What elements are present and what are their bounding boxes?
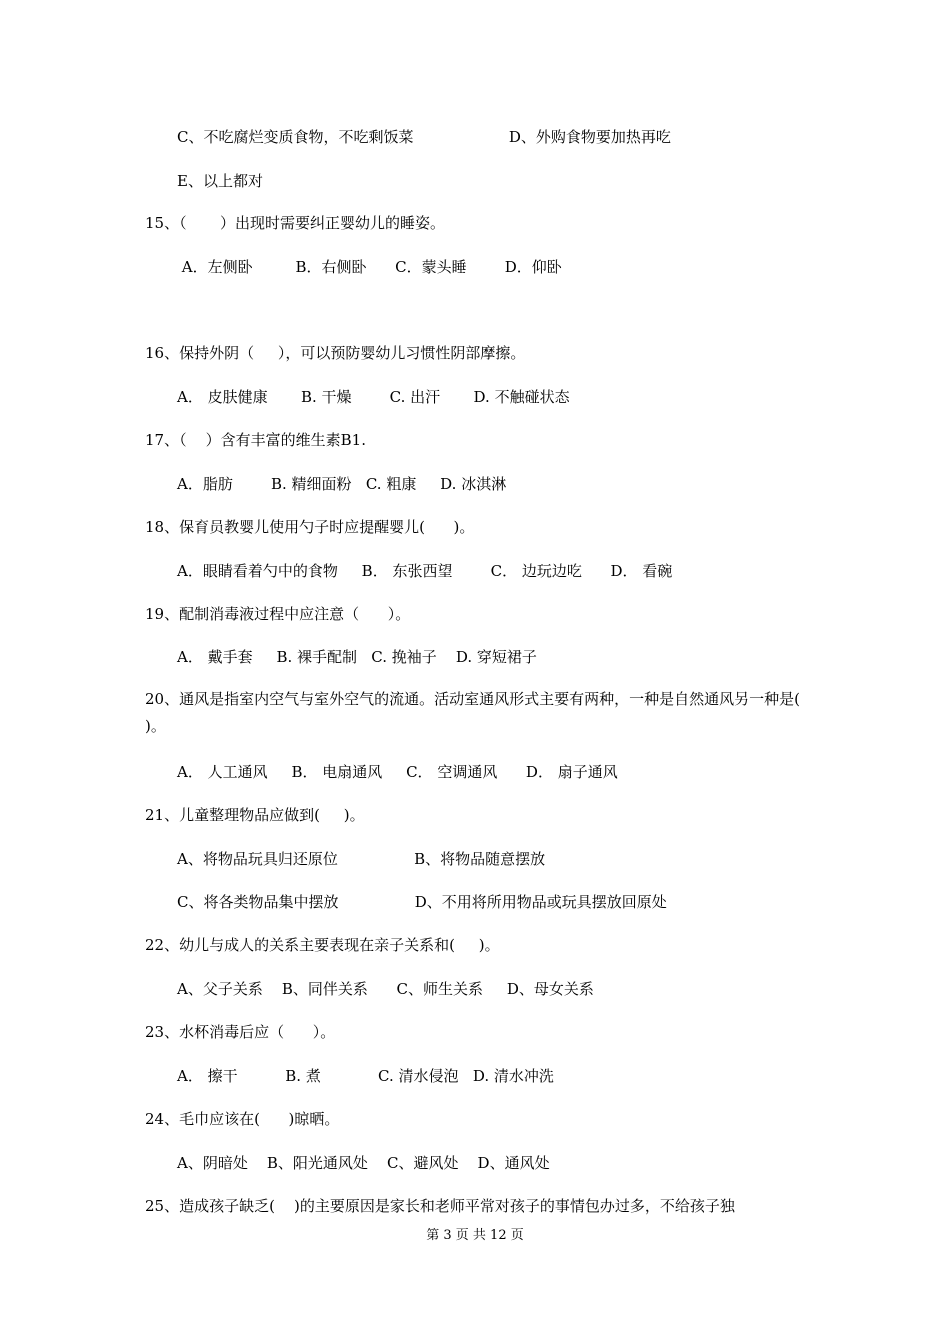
- question-25: 25、造成孩子缺乏( )的主要原因是家长和老师平常对孩子的事情包办过多，不给孩子独: [145, 1197, 735, 1215]
- question-17-options: A．脂肪 B. 精细面粉 C. 粗康 D. 冰淇淋: [177, 475, 507, 493]
- question-17: 17、（ ）含有丰富的维生素B1.: [145, 431, 366, 449]
- question-23: 23、水杯消毒后应（ ）。: [145, 1023, 336, 1041]
- page-number-footer: 第 3 页 共 12 页: [426, 1228, 524, 1243]
- q14-option-e: E、以上都对: [177, 172, 263, 190]
- question-15: 15、（ ）出现时需要纠正婴幼儿的睡姿。: [145, 214, 445, 232]
- question-19: 19、配制消毒液过程中应注意（ ）。: [145, 605, 411, 623]
- question-24: 24、毛巾应该在( )晾晒。: [145, 1110, 340, 1128]
- question-22-options: A、父子关系 B、同伴关系 C、师生关系 D、母女关系: [177, 980, 594, 998]
- question-21-options-ab: A、将物品玩具归还原位 B、将物品随意摆放: [177, 850, 546, 868]
- question-22: 22、幼儿与成人的关系主要表现在亲子关系和( )。: [145, 936, 500, 954]
- question-18: 18、保育员教婴儿使用勺子时应提醒婴儿( )。: [145, 518, 475, 536]
- question-20: 20、通风是指室内空气与室外空气的流通。活动室通风形式主要有两种，一种是自然通风另一种是( )。: [145, 690, 800, 735]
- q14-options-cd: C、不吃腐烂变质食物，不吃剩饭菜 D、外购食物要加热再吃: [177, 128, 671, 146]
- question-20-options: A． 人工通风 B． 电扇通风 C． 空调通风 D． 扇子通风: [177, 763, 618, 781]
- question-16-options: A． 皮肤健康 B. 干燥 C. 出汗 D. 不触碰状态: [177, 388, 570, 406]
- question-23-options: A． 擦干 B. 煮 C. 清水侵泡 D. 清水冲洗: [177, 1067, 554, 1085]
- question-19-options: A． 戴手套 B. 裸手配制 C. 挽袖子 D. 穿短裙子: [177, 648, 537, 666]
- question-16: 16、保持外阴（ ），可以预防婴幼儿习惯性阴部摩擦。: [145, 344, 526, 362]
- question-21: 21、儿童整理物品应做到( )。: [145, 806, 365, 824]
- question-24-options: A、阴暗处 B、阳光通风处 C、避风处 D、通风处: [177, 1154, 550, 1172]
- question-18-options: A．眼睛看着勺中的食物 B． 东张西望 C． 边玩边吃 D． 看碗: [177, 562, 673, 580]
- question-21-options-cd: C、将各类物品集中摆放 D、不用将所用物品或玩具摆放回原处: [177, 893, 667, 911]
- question-15-options: A．左侧卧 B．右侧卧 C．蒙头睡 D．仰卧: [177, 258, 562, 276]
